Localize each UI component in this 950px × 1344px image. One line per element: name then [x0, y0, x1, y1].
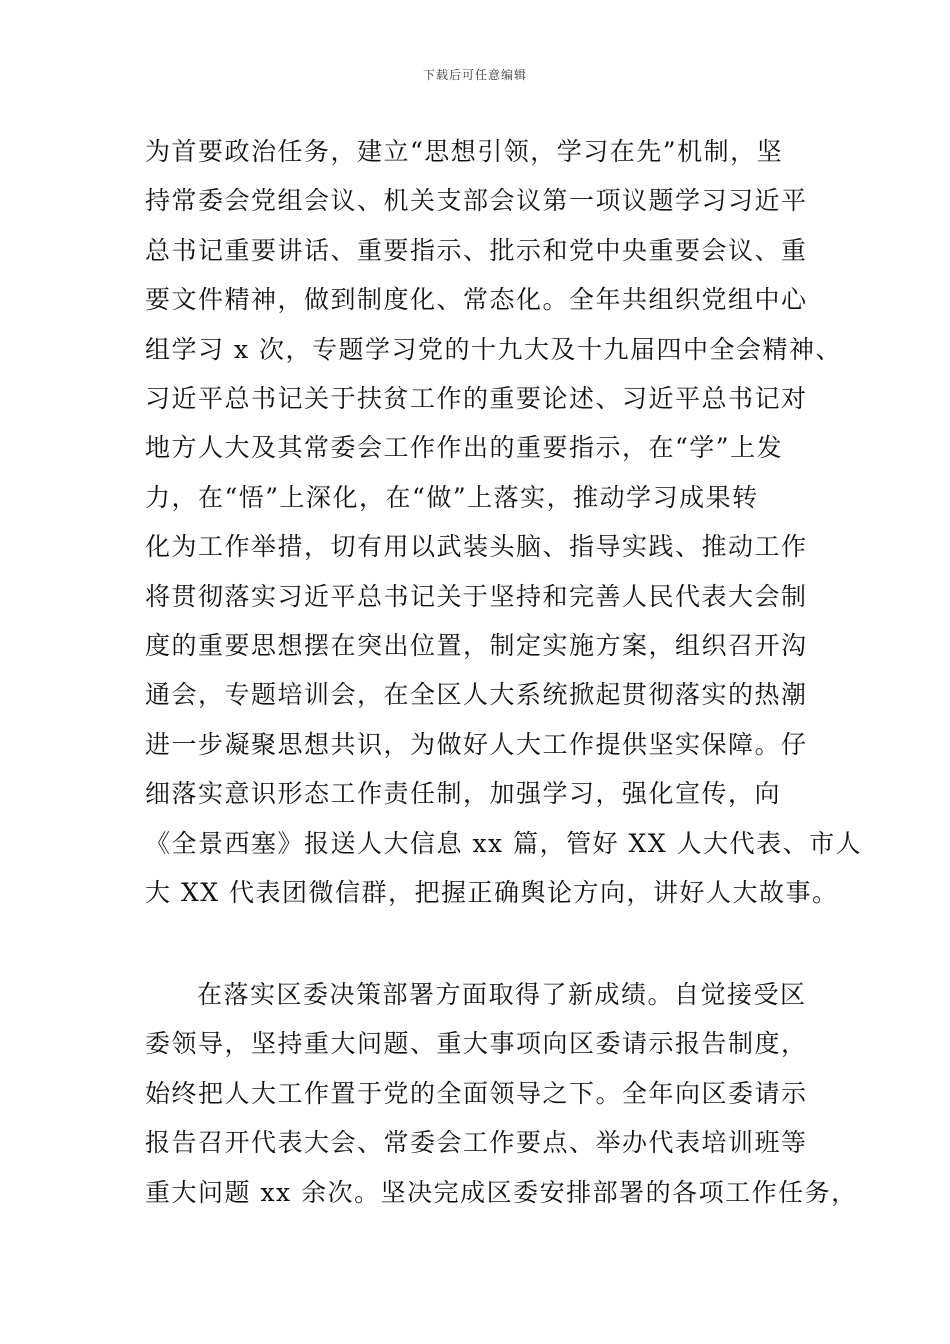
paragraph-line: 《全景西塞》报送人大信息 xx 篇，管好 XX 人大代表、市人 — [145, 828, 863, 858]
paragraph-line: 习近平总书记关于扶贫工作的重要论述、习近平总书记对 — [145, 384, 808, 414]
paragraph-line: 报告召开代表大会、常委会工作要点、举办代表培训班等 — [145, 1128, 808, 1158]
paragraph-line: 为首要政治任务，建立“思想引领，学习在先”机制，坚 — [145, 137, 784, 166]
paragraph-line: 地方人大及其常委会工作作出的重要指示，在“学”上发 — [145, 433, 784, 463]
paragraph-line: 力，在“悟”上深化，在“做”上落实，推动学习成果转 — [145, 482, 759, 512]
paragraph-2 — [145, 970, 858, 1217]
paragraph-line: 委领导，坚持重大问题、重大事项向区委请示报告制度， — [145, 1029, 808, 1059]
paragraph-line: 重大问题 xx 余次。坚决完成区委安排部署的各项工作任务， — [145, 1177, 858, 1207]
paragraph-line: 进一步凝聚思想共识，为做好人大工作提供坚实保障。仔 — [145, 729, 808, 759]
paragraph-1 — [145, 127, 863, 918]
paragraph-line: 细落实意识形态工作责任制，加强学习，强化宣传，向 — [145, 779, 782, 809]
paragraph-line: 大 XX 代表团微信群，把握正确舆论方向，讲好人大故事。 — [145, 878, 839, 908]
paragraph-line: 将贯彻落实习近平总书记关于坚持和完善人民代表大会制 — [145, 581, 808, 611]
paragraph-line: 要文件精神，做到制度化、常态化。全年共组织党组中心 — [145, 285, 808, 315]
paragraph-line: 化为工作举措，切有用以武装头脑、指导实践、推动工作 — [145, 532, 808, 562]
paragraph-line: 度的重要思想摆在突出位置，制定实施方案，组织召开沟 — [145, 631, 808, 661]
header-note: 下载后可任意编辑 — [422, 68, 527, 82]
paragraph-line: 通会，专题培训会，在全区人大系统掀起贯彻落实的热潮 — [145, 680, 808, 710]
paragraph-line: 在落实区委决策部署方面取得了新成绩。自觉接受区 — [197, 980, 807, 1009]
paragraph-line: 始终把人大工作置于党的全面领导之下。全年向区委请示 — [145, 1078, 808, 1108]
paragraph-line: 总书记重要讲话、重要指示、批示和党中央重要会议、重 — [145, 235, 808, 265]
paragraph-line: 组学习 x 次，专题学习党的十九大及十九届四中全会精神、 — [145, 334, 842, 364]
paragraph-line: 持常委会党组会议、机关支部会议第一项议题学习习近平 — [145, 186, 808, 216]
